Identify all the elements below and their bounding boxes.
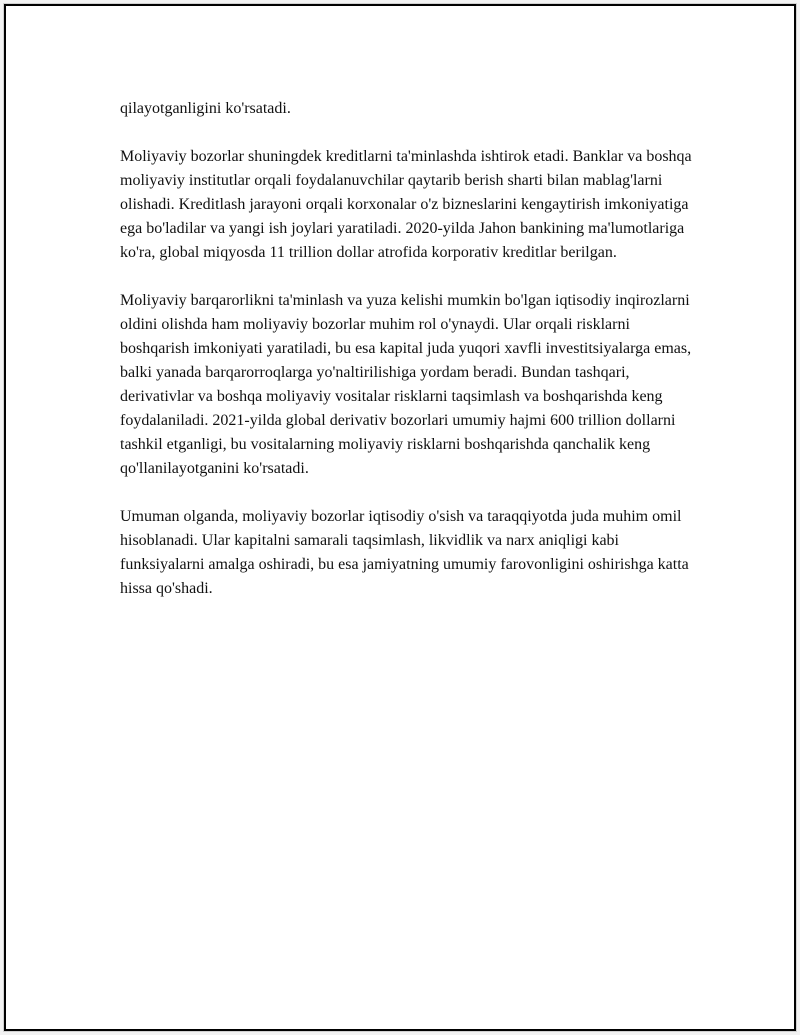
document-page — [4, 4, 796, 1031]
document-body — [120, 97, 700, 601]
paragraph-credit-provision: Moliyaviy bozorlar shuningdek kreditlarni ta'minlashda ishtirok etadi. Banklar va boshqa moliyaviy institutlar orqali foydalanuvchilar qaytarib berish sharti bilan mablag'larni olishadi. Kreditlash jarayoni orqali korxonalar o'z bizneslarini kengaytirish imkoniyatiga ega bo'ladilar va yangi ish joylari yaratiladi. 2020-yilda Jahon bankining ma'lumotlariga ko'ra, global miqyosda 11 trillion dollar atrofida korporativ kreditlar berilgan. — [120, 148, 692, 261]
paragraph-continuation: qilayotganligini ko'rsatadi. — [120, 100, 291, 117]
paragraph-financial-stability: Moliyaviy barqarorlikni ta'minlash va yuza kelishi mumkin bo'lgan iqtisodiy inqirozlarni oldini olishda ham moliyaviy bozorlar muhim rol o'ynaydi. Ular orqali risklarni boshqarish imkoniyati yaratiladi, bu esa kapital juda yuqori xavfli investitsiyalarga emas, balki yanada barqarorroqlarga yo'naltirilishiga yordam beradi. Bundan tashqari, derivativlar va boshqa moliyaviy vositalar risklarni taqsimlash va boshqarishda keng foydalaniladi. 2021-yilda global derivativ bozorlari umumiy hajmi 600 trillion dollarni tashkil etganligi, bu vositalarning moliyaviy risklarni boshqarishda qanchalik keng qo'llanilayotganini ko'rsatadi. — [120, 292, 692, 477]
paragraph-conclusion: Umuman olganda, moliyaviy bozorlar iqtisodiy o'sish va taraqqiyotda juda muhim omil hisoblanadi. Ular kapitalni samarali taqsimlash, likvidlik va narx aniqligi kabi funksiyalarni amalga oshiradi, bu esa jamiyatning umumiy farovonligini oshirishga katta hissa qo'shadi. — [120, 508, 689, 597]
